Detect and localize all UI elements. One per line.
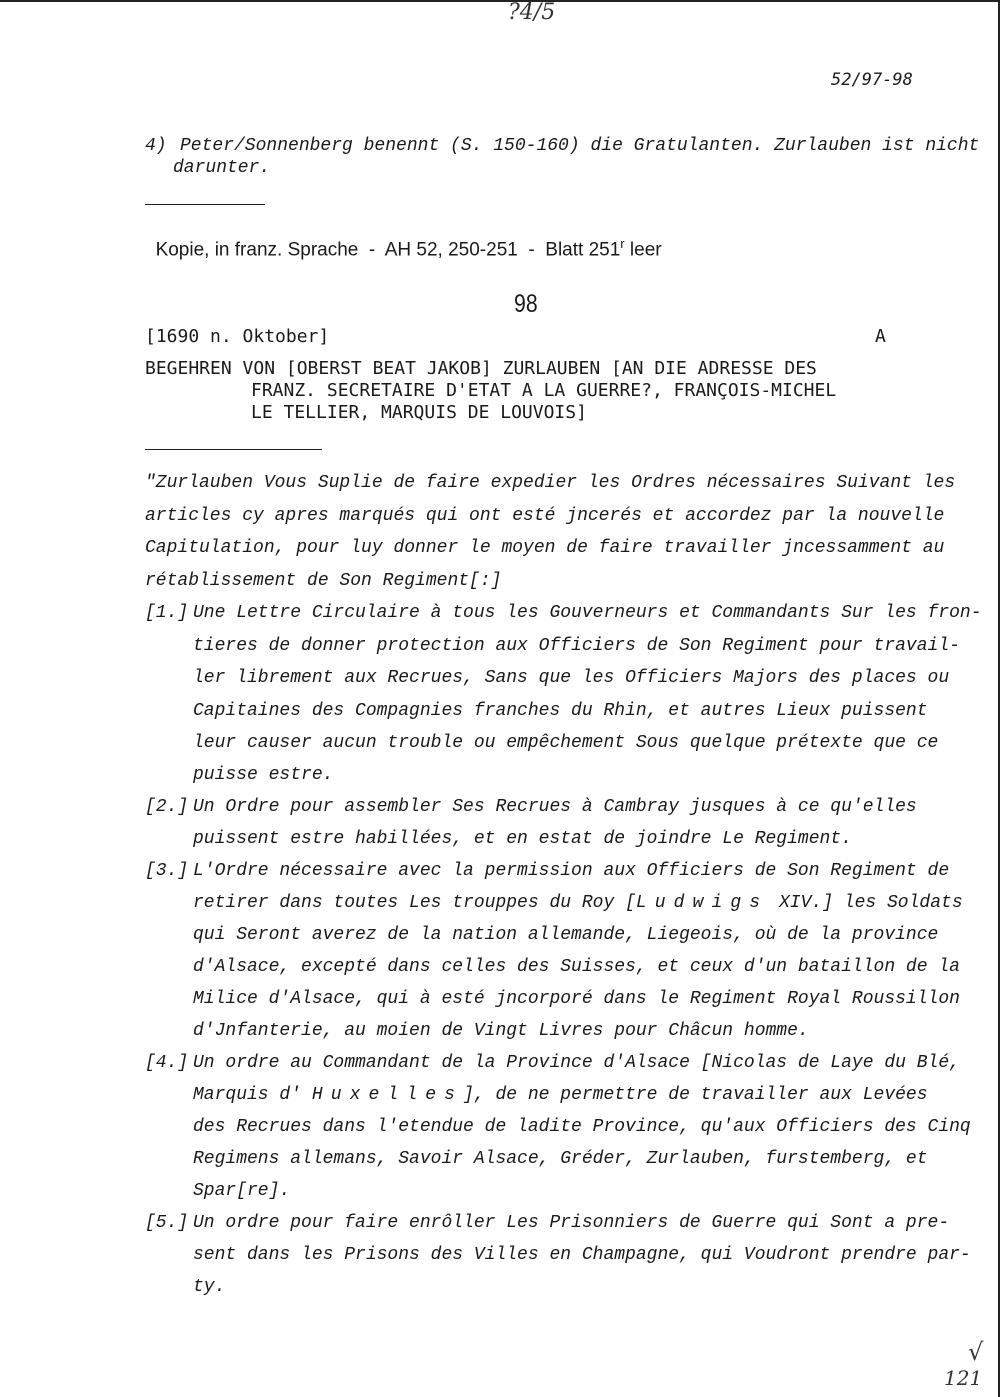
document-title-line-2: FRANZ. SECRETAIRE D'ETAT A LA GUERRE?, FRANÇOIS-MICHEL <box>251 380 837 401</box>
item-1-line-2: tieres de donner protection aux Officiers de Son Regiment pour travail- <box>193 636 960 656</box>
item-1-line-3: ler librement aux Recrues, Sans que les Officiers Majors des places ou <box>193 668 950 688</box>
item-2-number: [2.] <box>145 797 189 817</box>
item-4-spaced-name: Huxelles <box>311 1085 464 1105</box>
item-1-line-5: leur causer aucun trouble ou empêchement Sous quelque prétexte que ce <box>193 733 939 753</box>
item-4-line-4: Regimens allemans, Savoir Alsace, Gréder, Zurlauben, furstemberg, et <box>193 1149 928 1169</box>
item-4-line-2-start: Marquis d' <box>193 1085 312 1105</box>
item-3-line-5: Milice d'Alsace, qui à esté jncorporé dans le Regiment Royal Roussillon <box>193 989 960 1009</box>
item-3-line-4: d'Alsace, excepté dans celles des Suisses, et ceux d'un bataillon de la <box>193 957 960 977</box>
item-4-number: [4.] <box>145 1053 189 1073</box>
item-3-line-2 <box>193 893 963 913</box>
source-note-superscript: r <box>620 236 625 251</box>
document-date: [1690 n. Oktober] <box>145 326 330 347</box>
item-3-line-2-start: retirer dans toutes Les trouppes du Roy [ <box>193 893 636 913</box>
footnote-number: 4) <box>145 136 167 156</box>
intro-line-4: rétablissement de Son Regiment[:] <box>145 571 502 591</box>
item-1-line-1: Une Lettre Circulaire à tous les Gouverneurs et Commandants Sur les fron- <box>193 603 982 623</box>
check-mark-icon: √ <box>968 1338 984 1366</box>
document-title-line-1: BEGEHREN VON [OBERST BEAT JAKOB] ZURLAUBEN [AN DIE ADRESSE DES <box>145 358 817 379</box>
source-note-tail: leer <box>624 239 662 261</box>
document-title-line-3: LE TELLIER, MARQUIS DE LOUVOIS] <box>251 402 587 423</box>
item-1-line-6: puisse estre. <box>193 765 334 785</box>
handwritten-folio-number: 121 <box>944 1366 983 1390</box>
source-note-text: Kopie, in franz. Sprache - AH 52, 250-251 - Blatt 251 <box>155 239 621 261</box>
item-1-number: [1.] <box>145 603 189 623</box>
item-2-line-1: Un Ordre pour assembler Ses Recrues à Cambray jusques à ce qu'elles <box>193 797 917 817</box>
item-3-line-2-end: XIV.] les Soldats <box>768 893 963 913</box>
footnote-line-2: darunter. <box>173 158 271 178</box>
item-1-line-4: Capitaines des Compagnies franches du Rhin, et autres Lieux puissent <box>193 701 928 721</box>
item-5-number: [5.] <box>145 1213 189 1233</box>
footnote-line-1: Peter/Sonnenberg benennt (S. 150-160) die Gratulanten. Zurlauben ist nicht <box>180 136 980 156</box>
title-divider <box>145 449 322 450</box>
footnote-divider <box>145 204 265 205</box>
item-4-line-2 <box>193 1085 928 1105</box>
archive-reference: 52/97-98 <box>831 70 913 90</box>
item-4-line-2-end: ], de ne permettre de travailler aux Levées <box>463 1085 928 1105</box>
item-5-line-2: sent dans les Prisons des Villes en Champagne, qui Voudront prendre par- <box>193 1245 971 1265</box>
item-2-line-2: puissent estre habillées, et en estat de joindre Le Regiment. <box>193 829 852 849</box>
item-3-line-1: L'Ordre nécessaire avec la permission aux Officiers de Son Regiment de <box>193 861 950 881</box>
item-3-spaced-name: Ludwigs <box>635 893 769 913</box>
item-4-line-3: des Recrues dans l'etendue de ladite Province, qu'aux Officiers des Cinq <box>193 1117 971 1137</box>
item-3-number: [3.] <box>145 861 189 881</box>
document-letter: A <box>875 326 886 347</box>
item-4-line-5: Spar[re]. <box>193 1181 291 1201</box>
document-number: 98 <box>514 290 538 318</box>
item-4-line-1: Un ordre au Commandant de la Province d'Alsace [Nicolas de Laye du Blé, <box>193 1053 960 1073</box>
page-top-border <box>0 0 1000 2</box>
intro-line-2: articles cy apres marqués qui ont esté jncerés et accordez par la nouvelle <box>145 506 945 526</box>
handwritten-page-mark: ?4/5 <box>508 0 556 25</box>
item-5-line-3: ty. <box>193 1277 226 1297</box>
intro-line-3: Capitulation, pour luy donner le moyen de faire travailler jncessamment au <box>145 538 945 558</box>
source-note <box>145 214 662 261</box>
item-3-line-6: d'Jnfanterie, au moien de Vingt Livres pour Châcun homme. <box>193 1021 809 1041</box>
intro-line-1: "Zurlauben Vous Suplie de faire expedier les Ordres nécessaires Suivant les <box>145 473 956 493</box>
item-5-line-1: Un ordre pour faire enrôller Les Prisonniers de Guerre qui Sont a pre- <box>193 1213 950 1233</box>
item-3-line-3: qui Seront averez de la nation allemande, Liegeois, où de la province <box>193 925 939 945</box>
